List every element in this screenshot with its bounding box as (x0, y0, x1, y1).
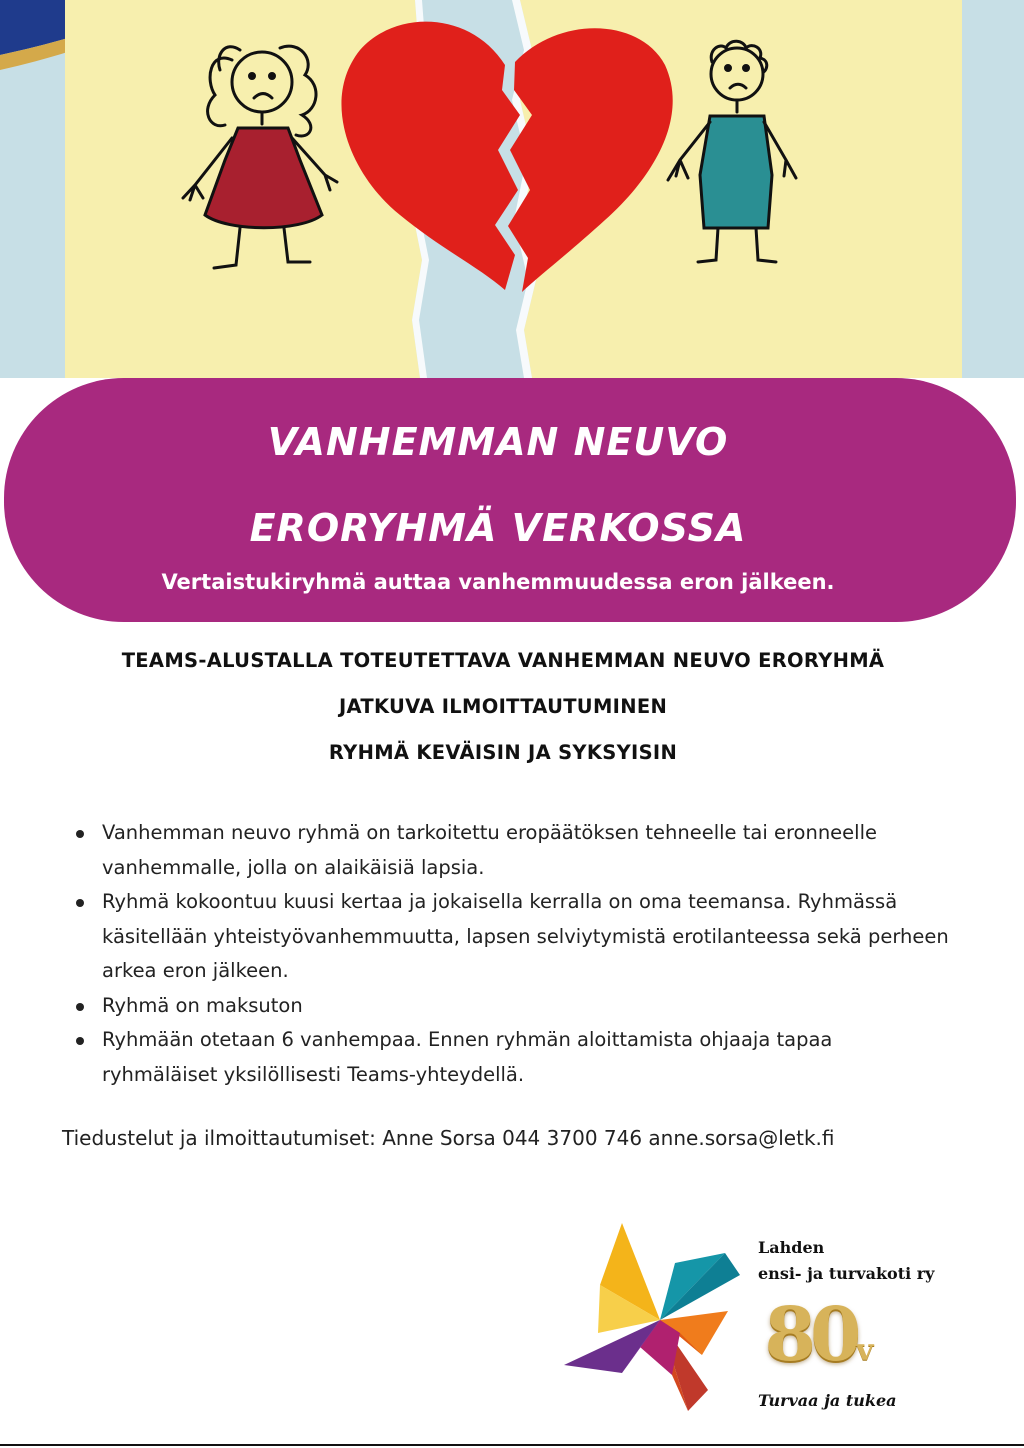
organization-logo (560, 1215, 960, 1425)
info-headings (0, 646, 1006, 784)
org-name-line2: ensi- ja turvakoti ry (758, 1264, 935, 1283)
badge-suffix: v (856, 1333, 874, 1368)
org-name (758, 1235, 934, 1287)
list-item: Ryhmä on maksuton (72, 989, 952, 1024)
bottom-divider (0, 1444, 1024, 1446)
heading-schedule: RYHMÄ KEVÄISIN JA SYKSYISIN (328, 741, 678, 764)
list-item: Vanhemman neuvo ryhmä on tarkoitettu eropäätöksen tehneelle tai eronneelle vanhemmalle, jolla on alaikäisiä lapsia. (72, 816, 952, 885)
slogan: Turvaa ja tukea (758, 1391, 897, 1410)
heading-teams: TEAMS-ALUSTALLA TOTEUTETTAVA VANHEMMAN NEUVO ERORYHMÄ (121, 649, 885, 672)
banner-subtitle: Vertaistukiryhmä auttaa vanhemmuudessa eron jälkeen. (161, 570, 835, 594)
contact-line: Tiedustelut ja ilmoittautumiset: Anne Sorsa 044 3700 746 anne.sorsa@letk.fi (62, 1126, 835, 1150)
list-item: Ryhmään otetaan 6 vanhempaa. Ennen ryhmän aloittamista ohjaaja tapaa ryhmäläiset yksilöllisesti Teams-yhteydellä. (72, 1023, 952, 1092)
list-item: Ryhmä kokoontuu kuusi kertaa ja jokaisella kerralla on oma teemansa. Ryhmässä käsitellään yhteistyövanhemmuutta, lapsen selviytymistä erotilanteessa sekä perheen arkea eron jälkeen. (72, 885, 952, 989)
hero-illustration (0, 0, 1024, 378)
bullet-list (72, 816, 952, 1092)
heading-registration: JATKUVA ILMOITTAUTUMINEN (338, 695, 668, 718)
badge-number: 80 (764, 1292, 856, 1378)
pinwheel-logo-icon (560, 1215, 760, 1425)
banner-title-line2: ERORYHMÄ VERKOSSA (249, 506, 747, 550)
title-banner (4, 378, 1016, 622)
org-name-line1: Lahden (758, 1238, 825, 1257)
banner-title-line1: VANHEMMAN NEUVO (267, 420, 729, 464)
